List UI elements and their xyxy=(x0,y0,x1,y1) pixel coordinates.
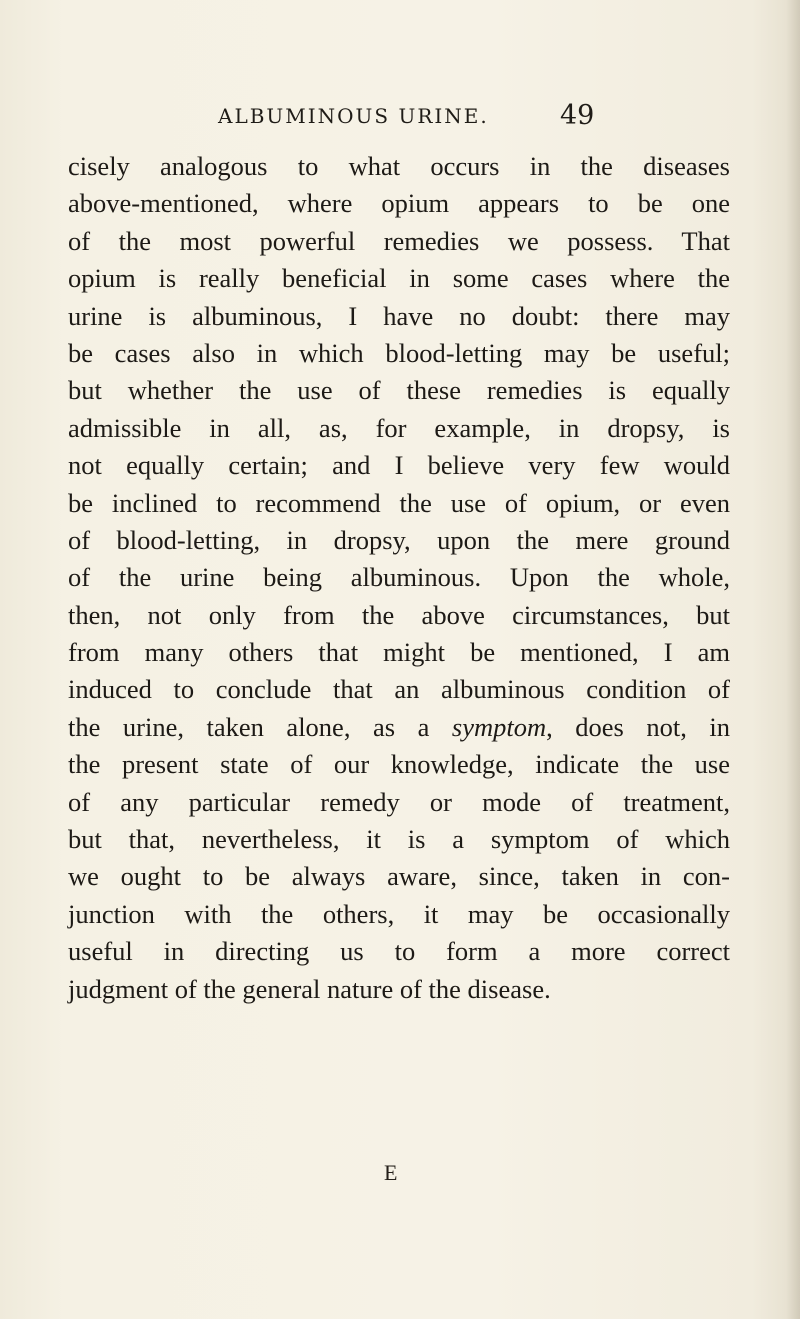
text-line: we ought to be always aware, since, taken in con- xyxy=(68,861,730,892)
text-line: then, not only from the above circumstances, but xyxy=(68,599,730,630)
text-line: opium is really beneficial in some cases where the xyxy=(68,263,730,294)
text-segment: , does not, in xyxy=(546,711,730,742)
text-line: but whether the use of these remedies is equally xyxy=(68,375,730,406)
text-segment: the urine, taken alone, as a xyxy=(68,711,430,742)
text-line: admissible in all, as, for example, in dropsy, is xyxy=(68,412,730,443)
body-paragraph xyxy=(68,148,730,1008)
text-line-last: judgment of the general nature of the disease. xyxy=(68,973,551,1004)
text-line: the present state of our knowledge, indicate the use xyxy=(68,749,730,780)
text-line: but that, nevertheless, it is a symptom of which xyxy=(68,824,730,855)
running-title: ALBUMINOUS URINE. xyxy=(218,104,489,128)
text-line: induced to conclude that an albuminous condition of xyxy=(68,674,730,705)
text-line: not equally certain; and I believe very few would xyxy=(68,450,730,481)
text-line: of the most powerful remedies we possess. That xyxy=(68,225,730,256)
text-line: cisely analogous to what occurs in the diseases xyxy=(68,151,730,181)
text-line: from many others that might be mentioned, I am xyxy=(68,637,730,668)
page-number: 49 xyxy=(560,100,595,131)
text-line: urine is albuminous, I have no doubt: there may xyxy=(68,300,730,331)
text-line: of any particular remedy or mode of treatment, xyxy=(68,786,730,817)
page-edge-shadow xyxy=(786,0,800,1319)
text-line: of the urine being albuminous. Upon the whole, xyxy=(68,562,730,593)
text-line: useful in directing us to form a more correct xyxy=(68,936,730,967)
running-head xyxy=(68,100,732,140)
text-line: be cases also in which blood-letting may be useful; xyxy=(68,337,730,368)
text-line: be inclined to recommend the use of opium, or even xyxy=(68,487,730,518)
text-line: above-mentioned, where opium appears to be one xyxy=(68,188,730,219)
signature-mark: E xyxy=(384,1160,398,1185)
text-line: junction with the others, it may be occasionally xyxy=(68,898,730,929)
text-line: of blood-letting, in dropsy, upon the mere ground xyxy=(68,524,730,555)
text-line-with-italic xyxy=(68,709,730,746)
italic-word-symptom: symptom xyxy=(451,711,547,742)
